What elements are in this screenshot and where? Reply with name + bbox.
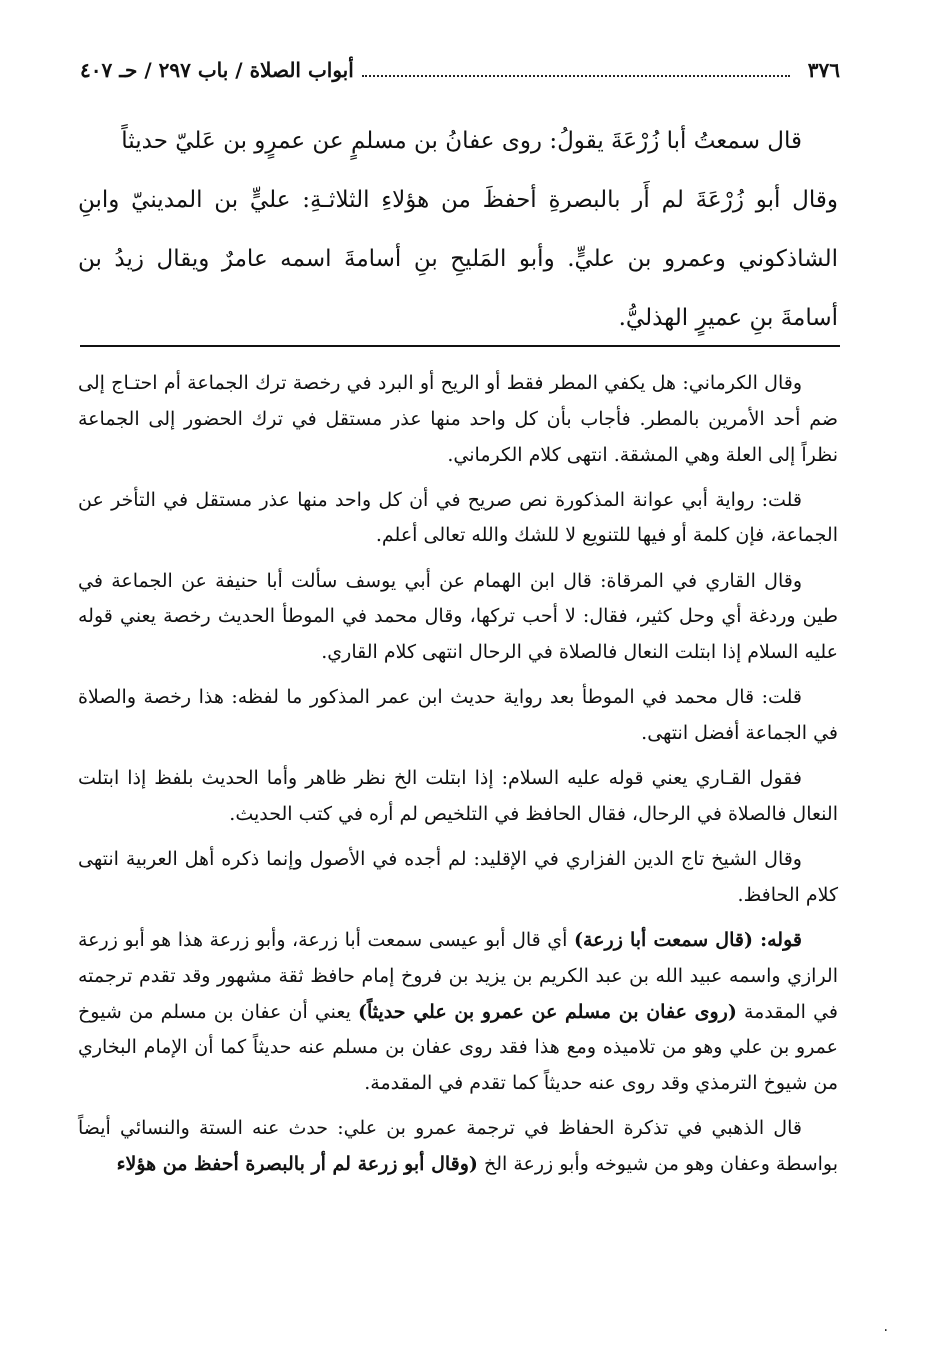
commentary-paragraph: قلت: قال محمد في الموطأ بعد رواية حديث ابن عمر المذكور ما لفظه: هذا رخصة والصلاة في الجماعة أفضل انتهى. xyxy=(78,686,838,745)
commentary-paragraph xyxy=(78,923,838,1102)
commentary-paragraph: وقال القاري في المرقاة: قال ابن الهمام عن أبي يوسف سألت أبا حنيفة عن الجماعة في طين وردغة أي وحل كثير، فقال: لا أحب تركها، وقال محمد في الموطأ الحديث رخصة يعني قوله عليه السلام إذا ابتلت النعال فالصلاة في الرحال انتهى كلام القاري. xyxy=(78,569,838,664)
corner-mark: ٠ xyxy=(882,1322,890,1338)
commentary-text: يعني أن عفان بن مسلم من شيوخ عمرو بن علي وهو من تلاميذه ومع هذا فقد روى عفان بن مسلم عنه حديثاً كما أن الإمام البخاري من شيوخ الترمذي وقد روى عنه حديثاً كما تقدم في المقدمة. xyxy=(78,1000,838,1095)
hadith-line-1: قال سمعتُ أبا زُرْعَةَ يقولُ: روى عفانُ بن مسلمٍ عن عمرٍو بن عَليّ حديثاً xyxy=(121,128,802,154)
quoted-phrase: (روى عفان بن مسلم عن عمرو بن علي حديثاً) xyxy=(358,1000,737,1023)
commentary-text: أي قال أبو عيسى سمعت أبا زرعة، وأبو زرعة هذا هو أبو زرعة الرازي واسمه عبيد الله بن عبد الكريم بن يزيد بن فروخ إمام حافظ ثقة مشهور وقد تقدم ترجمته في المقدمة xyxy=(78,928,838,1023)
commentary-text: قال الذهبي في تذكرة الحفاظ في ترجمة عمرو بن علي: حدث عنه الستة والنسائي أيضاً بواسطة وعفان وهو من شيوخه وأبو زرعة الخ xyxy=(78,1117,838,1176)
commentary-paragraph xyxy=(78,1111,838,1183)
header-title: أبواب الصلاة / باب ٢٩٧ / حـ ٤٠٧ xyxy=(80,58,354,82)
commentary-paragraph: فقول القـاري يعني قوله عليه السلام: إذا ابتلت الخ نظر ظاهر وأما الحديث بلفظ إذا ابتلت النعال فالصلاة في الرحال، فقال الحافظ في التلخيص لم أره في كتب الحديث. xyxy=(78,767,838,825)
commentary-paragraph: قلت: رواية أبي عوانة المذكورة نص صريح في أن كل واحد منها عذر مستقل في التأخر عن الجماعة، فإن كلمة أو فيها للتنويع لا للشك والله تعالى أعلم. xyxy=(78,488,838,547)
running-header xyxy=(80,58,840,92)
qawluhu-label: قوله: xyxy=(752,928,802,951)
header-leader-dots xyxy=(362,61,790,77)
page-number: ٣٧٦ xyxy=(807,58,840,82)
commentary-paragraph: وقال الكرماني: هل يكفي المطر فقط أو الريح أو البرد في رخصة ترك الجماعة أم احتـاج إلى ضم أحد الأمرين بالمطر. فأجاب بأن كل واحد منها عذر مستقل في ترك الحضور إلى الجماعة نظراً إلى العلة وهي المشقة. انتهى كلام الكرماني. xyxy=(78,372,838,466)
hadith-line-2: وقال أبو زُرْعَةَ لم أَر بالبصرةِ أحفظَ من هؤلاءِ الثلاثـةِ: عليٍّ بن المدينيّ وابنِ الشاذكوني وعمرو بن عليٍّ. وأبو المَليحِ بنِ أسامةَ اسمه عامرٌ ويقال زيدُ بن أسامةَ بنِ عميرٍ الهذليُّ. xyxy=(78,187,838,331)
commentary-paragraph: وقال الشيخ تاج الدين الفزاري في الإقليد: لم أجده في الأصول وإنما ذكره أهل العربية انتهى كلام الحافظ. xyxy=(78,848,838,906)
quoted-phrase: (قال سمعت أبا زرعة) xyxy=(574,928,753,951)
quoted-phrase: (وقال أبو زرعة لم أر بالبصرة أحفظ من هؤلاء xyxy=(116,1153,478,1176)
hadith-text xyxy=(78,112,838,348)
footnote-separator xyxy=(80,345,840,347)
commentary-section xyxy=(78,366,838,1192)
